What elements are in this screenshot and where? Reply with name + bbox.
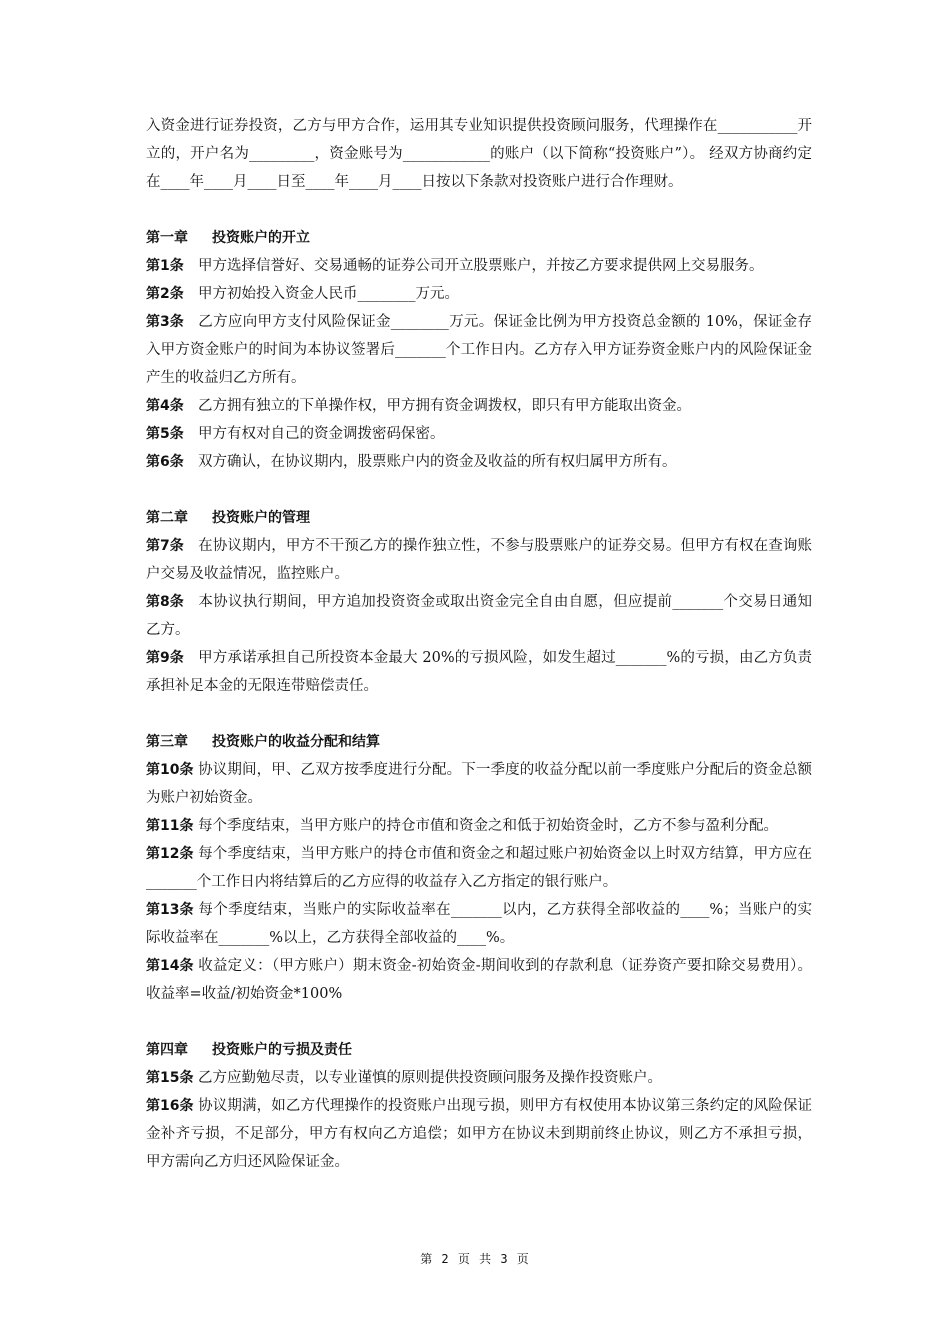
article-label: 第15条	[146, 1070, 194, 1086]
page-number-footer: 第 2 页 共 3 页	[420, 1252, 530, 1266]
chapter-heading	[146, 224, 812, 252]
document-body	[146, 112, 812, 1176]
article-text: 甲方初始投入资金人民币________万元。	[198, 286, 459, 302]
article-text: 乙方拥有独立的下单操作权，甲方拥有资金调拨权，即只有甲方能取出资金。	[198, 398, 691, 414]
article-text: 本协议执行期间，甲方追加投资资金或取出资金完全自由自愿，但应提前_______个交易日通知乙方。	[146, 594, 812, 638]
article-label: 第7条	[146, 538, 184, 554]
chapter-title: 投资账户的开立	[212, 230, 310, 246]
article-label: 第3条	[146, 314, 184, 330]
article-text: 甲方承诺承担自己所投资本金最大 20%的亏损风险，如发生超过_______%的亏损，由乙方负责承担补足本金的无限连带赔偿责任。	[146, 650, 812, 694]
article	[146, 448, 812, 476]
chapter-heading	[146, 504, 812, 532]
article-label: 第8条	[146, 594, 184, 610]
article	[146, 588, 812, 644]
article	[146, 840, 812, 896]
article-text: 双方确认，在协议期内，股票账户内的资金及收益的所有权归属甲方所有。	[198, 454, 677, 470]
article	[146, 896, 812, 952]
article-label: 第11条	[146, 818, 194, 834]
article	[146, 1092, 812, 1176]
intro-paragraph: 入资金进行证券投资，乙方与甲方合作，运用其专业知识提供投资顾问服务，代理操作在___________开立的，开户名为_________，资金账号为____________的账户（以下简称“投资账户”）。 经双方协商约定在____年____月____日至____年____月____日按以下条款对投资账户进行合作理财。	[146, 118, 812, 190]
article-label: 第13条	[146, 902, 194, 918]
article-text: 每个季度结束，当账户的实际收益率在_______以内，乙方获得全部收益的____%；当账户的实际收益率在_______%以上，乙方获得全部收益的____%。	[146, 902, 812, 946]
article	[146, 812, 812, 840]
article-label: 第9条	[146, 650, 184, 666]
article	[146, 252, 812, 280]
article	[146, 392, 812, 420]
article-text: 乙方应勤勉尽责，以专业谨慎的原则提供投资顾问服务及操作投资账户。	[198, 1070, 662, 1086]
article-text: 甲方有权对自己的资金调拨密码保密。	[198, 426, 445, 442]
article	[146, 1064, 812, 1092]
chapter-heading	[146, 728, 812, 756]
article	[146, 308, 812, 392]
article-text: 在协议期内，甲方不干预乙方的操作独立性，不参与股票账户的证券交易。但甲方有权在查询账户交易及收益情况，监控账户。	[146, 538, 812, 582]
chapter-title: 投资账户的亏损及责任	[212, 1042, 352, 1058]
article-text: 乙方应向甲方支付风险保证金________万元。保证金比例为甲方投资总金额的 10%，保证金存入甲方资金账户的时间为本协议签署后_______个工作日内。乙方存入甲方证券资金账户内的风险保证金产生的收益归乙方所有。	[146, 314, 812, 386]
article-text: 每个季度结束，当甲方账户的持仓市值和资金之和超过账户初始资金以上时双方结算，甲方应在_______个工作日内将结算后的乙方应得的收益存入乙方指定的银行账户。	[146, 846, 812, 890]
chapter-heading	[146, 1036, 812, 1064]
article-text: 协议期满，如乙方代理操作的投资账户出现亏损，则甲方有权使用本协议第三条约定的风险保证金补齐亏损，不足部分，甲方有权向乙方追偿；如甲方在协议未到期前终止协议，则乙方不承担亏损，甲方需向乙方归还风险保证金。	[146, 1098, 812, 1170]
chapter-label: 第二章	[146, 510, 188, 526]
article-text: 每个季度结束，当甲方账户的持仓市值和资金之和低于初始资金时，乙方不参与盈利分配。	[198, 818, 778, 834]
article-label: 第16条	[146, 1098, 194, 1114]
article	[146, 420, 812, 448]
article	[146, 532, 812, 588]
article-text: 协议期间，甲、乙双方按季度进行分配。下一季度的收益分配以前一季度账户分配后的资金总额为账户初始资金。	[146, 762, 812, 806]
chapter-label: 第四章	[146, 1042, 188, 1058]
chapter-label: 第一章	[146, 230, 188, 246]
chapter-label: 第三章	[146, 734, 188, 750]
article-label: 第2条	[146, 286, 184, 302]
article	[146, 280, 812, 308]
article-label: 第1条	[146, 258, 184, 274]
article	[146, 756, 812, 812]
article-label: 第14条	[146, 958, 194, 974]
article-label: 第6条	[146, 454, 184, 470]
article	[146, 952, 812, 1008]
article-label: 第10条	[146, 762, 194, 778]
article-text: 甲方选择信誉好、交易通畅的证券公司开立股票账户，并按乙方要求提供网上交易服务。	[198, 258, 764, 274]
article-label: 第5条	[146, 426, 184, 442]
article-label: 第4条	[146, 398, 184, 414]
article	[146, 644, 812, 700]
chapter-title: 投资账户的管理	[212, 510, 310, 526]
article-text: 收益定义：（甲方账户）期末资金-初始资金-期间收到的存款利息（证券资产要扣除交易费用）。收益率=收益/初始资金*100%	[146, 958, 812, 1002]
article-label: 第12条	[146, 846, 194, 862]
chapter-title: 投资账户的收益分配和结算	[212, 734, 380, 750]
